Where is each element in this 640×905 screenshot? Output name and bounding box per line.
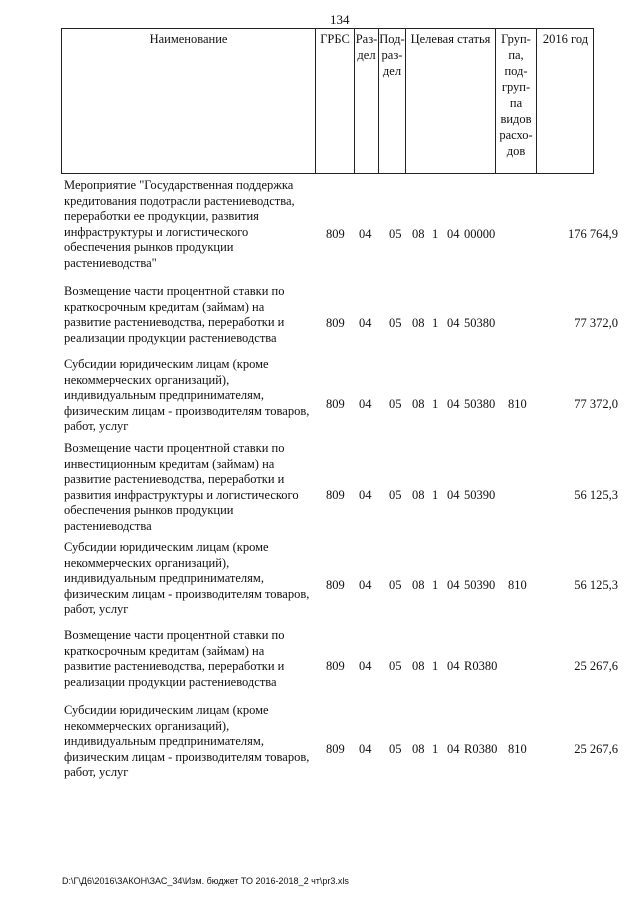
row-name: Субсидии юридическим лицам (кроме некоммерческих организаций), индивидуальным предпринимателям, физическим лицам - производителям товаров, работ, услуг bbox=[64, 540, 310, 617]
cell-podrazdel: 05 bbox=[389, 227, 402, 241]
file-path: D:\Г\Д6\2016\ЗАКОН\ЗАС_34\Изм. бюджет ТО 2016-2018_2 чт\pr3.xls bbox=[62, 876, 349, 886]
cell-t4: R0380 bbox=[464, 659, 498, 673]
cell-t1: 08 bbox=[412, 488, 425, 502]
table-header bbox=[61, 28, 594, 174]
cell-podrazdel: 05 bbox=[389, 578, 402, 592]
cell-t3: 04 bbox=[447, 659, 460, 673]
cell-grbs: 809 bbox=[326, 659, 345, 673]
cell-grbs: 809 bbox=[326, 227, 345, 241]
row-name: Субсидии юридическим лицам (кроме некоммерческих организаций), индивидуальным предпринимателям, физическим лицам - производителям товаров, работ, услуг bbox=[64, 703, 310, 780]
header-target: Целевая статья bbox=[405, 28, 495, 174]
page-number: 134 bbox=[330, 12, 350, 27]
cell-t2: 1 bbox=[432, 742, 439, 756]
cell-grbs: 809 bbox=[326, 742, 345, 756]
cell-t1: 08 bbox=[412, 578, 425, 592]
cell-razdel: 04 bbox=[359, 742, 372, 756]
cell-amount: 25 267,6 bbox=[574, 742, 618, 756]
cell-razdel: 04 bbox=[359, 227, 372, 241]
cell-t2: 1 bbox=[432, 316, 439, 330]
cell-t1: 08 bbox=[412, 659, 425, 673]
cell-razdel: 04 bbox=[359, 578, 372, 592]
cell-podrazdel: 05 bbox=[389, 488, 402, 502]
header-group: Груп- па, под- груп- па видов расхо- дов bbox=[495, 28, 536, 174]
cell-t1: 08 bbox=[412, 316, 425, 330]
cell-t4: 50390 bbox=[464, 578, 496, 592]
cell-podrazdel: 05 bbox=[389, 397, 402, 411]
cell-razdel: 04 bbox=[359, 659, 372, 673]
cell-t3: 04 bbox=[447, 578, 460, 592]
row-name: Возмещение части процентной ставки по инвестиционным кредитам (займам) на развитие растениеводства, переработки и развития инфраструктуры и логистического обеспечения рынков продукции растениеводства bbox=[64, 441, 299, 533]
row-name: Возмещение части процентной ставки по краткосрочным кредитам (займам) на развитие растениеводства, переработки и реализации продукции растениеводства bbox=[64, 628, 285, 689]
cell-group: 810 bbox=[508, 397, 527, 411]
cell-t3: 04 bbox=[447, 488, 460, 502]
header-grbs: ГРБС bbox=[315, 28, 354, 174]
cell-t4: 50380 bbox=[464, 316, 496, 330]
header-podrazdel: Под- раз- дел bbox=[378, 28, 405, 174]
cell-t2: 1 bbox=[432, 227, 439, 241]
cell-t3: 04 bbox=[447, 742, 460, 756]
cell-grbs: 809 bbox=[326, 578, 345, 592]
cell-group: 810 bbox=[508, 578, 527, 592]
cell-t2: 1 bbox=[432, 659, 439, 673]
cell-razdel: 04 bbox=[359, 488, 372, 502]
cell-t2: 1 bbox=[432, 488, 439, 502]
cell-t1: 08 bbox=[412, 397, 425, 411]
cell-razdel: 04 bbox=[359, 316, 372, 330]
cell-t1: 08 bbox=[412, 227, 425, 241]
cell-podrazdel: 05 bbox=[389, 742, 402, 756]
cell-t3: 04 bbox=[447, 397, 460, 411]
cell-podrazdel: 05 bbox=[389, 316, 402, 330]
header-year: 2016 год bbox=[536, 28, 594, 174]
cell-t4: 50380 bbox=[464, 397, 496, 411]
row-name: Субсидии юридическим лицам (кроме некоммерческих организаций), индивидуальным предпринимателям, физическим лицам - производителям товаров, работ, услуг bbox=[64, 357, 310, 434]
cell-amount: 56 125,3 bbox=[574, 578, 618, 592]
cell-group: 810 bbox=[508, 742, 527, 756]
cell-t4: 00000 bbox=[464, 227, 496, 241]
cell-amount: 77 372,0 bbox=[574, 397, 618, 411]
cell-amount: 77 372,0 bbox=[574, 316, 618, 330]
cell-amount: 176 764,9 bbox=[568, 227, 618, 241]
cell-t4: 50390 bbox=[464, 488, 496, 502]
cell-amount: 25 267,6 bbox=[574, 659, 618, 673]
cell-grbs: 809 bbox=[326, 397, 345, 411]
cell-t1: 08 bbox=[412, 742, 425, 756]
cell-amount: 56 125,3 bbox=[574, 488, 618, 502]
header-razdel: Раз- дел bbox=[354, 28, 378, 174]
row-name: Мероприятие "Государственная поддержка кредитования подотрасли растениеводства, переработки ее продукции, развития инфраструктуры и логистического обеспечения рынков продукции растениеводства" bbox=[64, 178, 295, 270]
cell-t3: 04 bbox=[447, 227, 460, 241]
cell-t2: 1 bbox=[432, 578, 439, 592]
header-name: Наименование bbox=[61, 28, 315, 174]
cell-t4: R0380 bbox=[464, 742, 498, 756]
cell-grbs: 809 bbox=[326, 488, 345, 502]
cell-grbs: 809 bbox=[326, 316, 345, 330]
cell-t3: 04 bbox=[447, 316, 460, 330]
row-name: Возмещение части процентной ставки по краткосрочным кредитам (займам) на развитие растениеводства, переработки и реализации продукции растениеводства bbox=[64, 284, 285, 345]
cell-razdel: 04 bbox=[359, 397, 372, 411]
cell-podrazdel: 05 bbox=[389, 659, 402, 673]
cell-t2: 1 bbox=[432, 397, 439, 411]
